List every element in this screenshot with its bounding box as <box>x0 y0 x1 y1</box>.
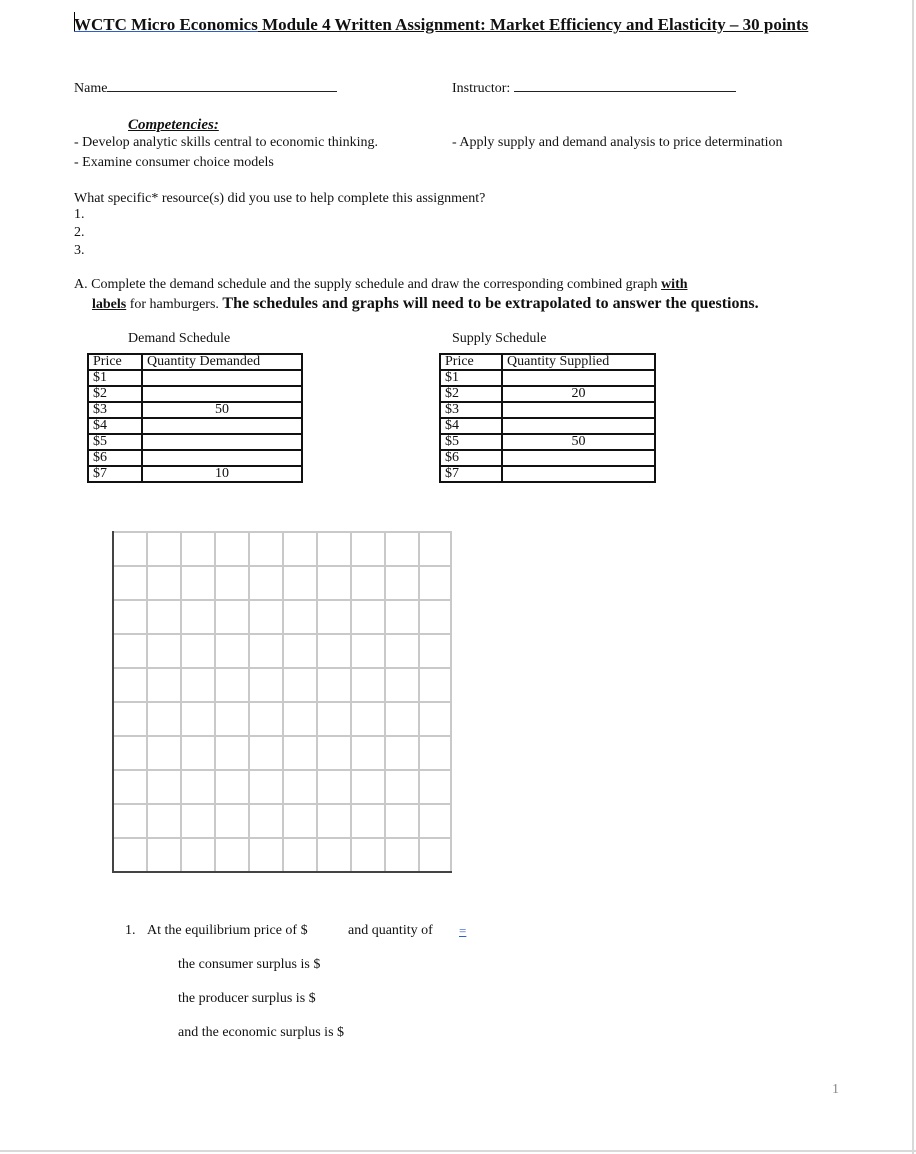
question-1-text: At the equilibrium price of $ <box>147 923 308 938</box>
grid-lines <box>112 532 452 873</box>
page-number: 1 <box>832 1082 839 1097</box>
table-row <box>88 418 302 434</box>
instructor-label: Instructor: <box>452 81 511 96</box>
table-row <box>88 434 302 450</box>
demand-schedule-caption: Demand Schedule <box>128 331 231 346</box>
resources-question: What specific* resource(s) did you use to help complete this assignment? <box>74 191 486 206</box>
table-row <box>440 370 655 386</box>
price-cell: $1 <box>440 370 502 386</box>
header-price: Price <box>440 354 502 370</box>
page-title <box>74 14 834 35</box>
title-module: Module 4 Written Assignment: Market Efficiency and Elasticity – 30 points <box>257 15 809 34</box>
price-cell: $4 <box>88 418 142 434</box>
question-1-number: 1. <box>125 923 136 938</box>
quantity-cell[interactable] <box>502 418 655 434</box>
table-header-row <box>88 354 302 370</box>
instructor-field[interactable] <box>452 77 736 97</box>
section-a-instructions <box>74 277 688 293</box>
graph-grid[interactable] <box>112 531 452 873</box>
table-row <box>440 386 655 402</box>
supply-schedule-table <box>439 353 656 483</box>
competencies-heading: Competencies: <box>128 117 219 133</box>
name-field[interactable] <box>74 77 337 97</box>
competency-item: - Develop analytic skills central to economic thinking. <box>74 135 379 150</box>
instruction-emphasis: labels <box>92 297 127 312</box>
price-cell: $5 <box>440 434 502 450</box>
instruction-text: A. Complete the demand schedule and the supply schedule and draw the corresponding combined graph <box>74 277 662 292</box>
header-quantity: Quantity Supplied <box>502 354 655 370</box>
quantity-cell[interactable] <box>502 466 655 482</box>
table-row <box>440 466 655 482</box>
section-a-instructions-line2 <box>92 295 759 313</box>
quantity-cell[interactable] <box>142 370 302 386</box>
quantity-cell[interactable] <box>142 434 302 450</box>
name-blank[interactable] <box>107 77 337 92</box>
instruction-emphasis: with <box>661 277 688 292</box>
table-row <box>440 402 655 418</box>
instruction-text: for hamburgers. <box>126 297 223 312</box>
field-marker[interactable]: = <box>459 923 467 938</box>
price-cell: $4 <box>440 418 502 434</box>
price-cell: $3 <box>88 402 142 418</box>
competency-item: - Examine consumer choice models <box>74 155 274 170</box>
question-1-quantity-text: and quantity of <box>348 923 433 938</box>
quantity-cell[interactable] <box>142 386 302 402</box>
price-cell: $6 <box>440 450 502 466</box>
table-row <box>440 450 655 466</box>
quantity-cell[interactable]: 50 <box>142 402 302 418</box>
consumer-surplus-text: the consumer surplus is $ <box>178 957 321 972</box>
supply-schedule-caption: Supply Schedule <box>452 331 547 346</box>
table-row <box>88 450 302 466</box>
producer-surplus-text: the producer surplus is $ <box>178 991 316 1006</box>
table-header-row <box>440 354 655 370</box>
quantity-cell[interactable] <box>502 450 655 466</box>
price-cell: $5 <box>88 434 142 450</box>
page-edge <box>912 0 914 1154</box>
price-cell: $1 <box>88 370 142 386</box>
header-price: Price <box>88 354 142 370</box>
quantity-cell[interactable] <box>142 418 302 434</box>
page-edge <box>0 1150 916 1152</box>
competency-item: - Apply supply and demand analysis to price determination <box>452 135 783 150</box>
table-row <box>440 434 655 450</box>
economic-surplus-text: and the economic surplus is $ <box>178 1025 345 1040</box>
title-course: WCTC Micro Economics <box>74 15 258 34</box>
price-cell: $7 <box>88 466 142 482</box>
quantity-cell[interactable] <box>502 402 655 418</box>
demand-schedule-table <box>87 353 303 483</box>
resource-number: 3. <box>74 243 85 258</box>
instruction-bold: The schedules and graphs will need to be extrapolated to answer the questions. <box>222 295 759 312</box>
resource-number: 2. <box>74 225 85 240</box>
resource-number: 1. <box>74 207 85 222</box>
name-label: Name <box>74 81 108 96</box>
table-row <box>88 370 302 386</box>
price-cell: $2 <box>88 386 142 402</box>
table-row <box>88 402 302 418</box>
table-row <box>88 466 302 482</box>
price-cell: $7 <box>440 466 502 482</box>
price-cell: $6 <box>88 450 142 466</box>
header-quantity: Quantity Demanded <box>142 354 302 370</box>
quantity-cell[interactable] <box>502 370 655 386</box>
quantity-cell[interactable]: 50 <box>502 434 655 450</box>
price-cell: $3 <box>440 402 502 418</box>
quantity-cell[interactable] <box>142 450 302 466</box>
table-row <box>440 418 655 434</box>
instructor-blank[interactable] <box>514 77 736 92</box>
price-cell: $2 <box>440 386 502 402</box>
quantity-cell[interactable]: 20 <box>502 386 655 402</box>
table-row <box>88 386 302 402</box>
quantity-cell[interactable]: 10 <box>142 466 302 482</box>
